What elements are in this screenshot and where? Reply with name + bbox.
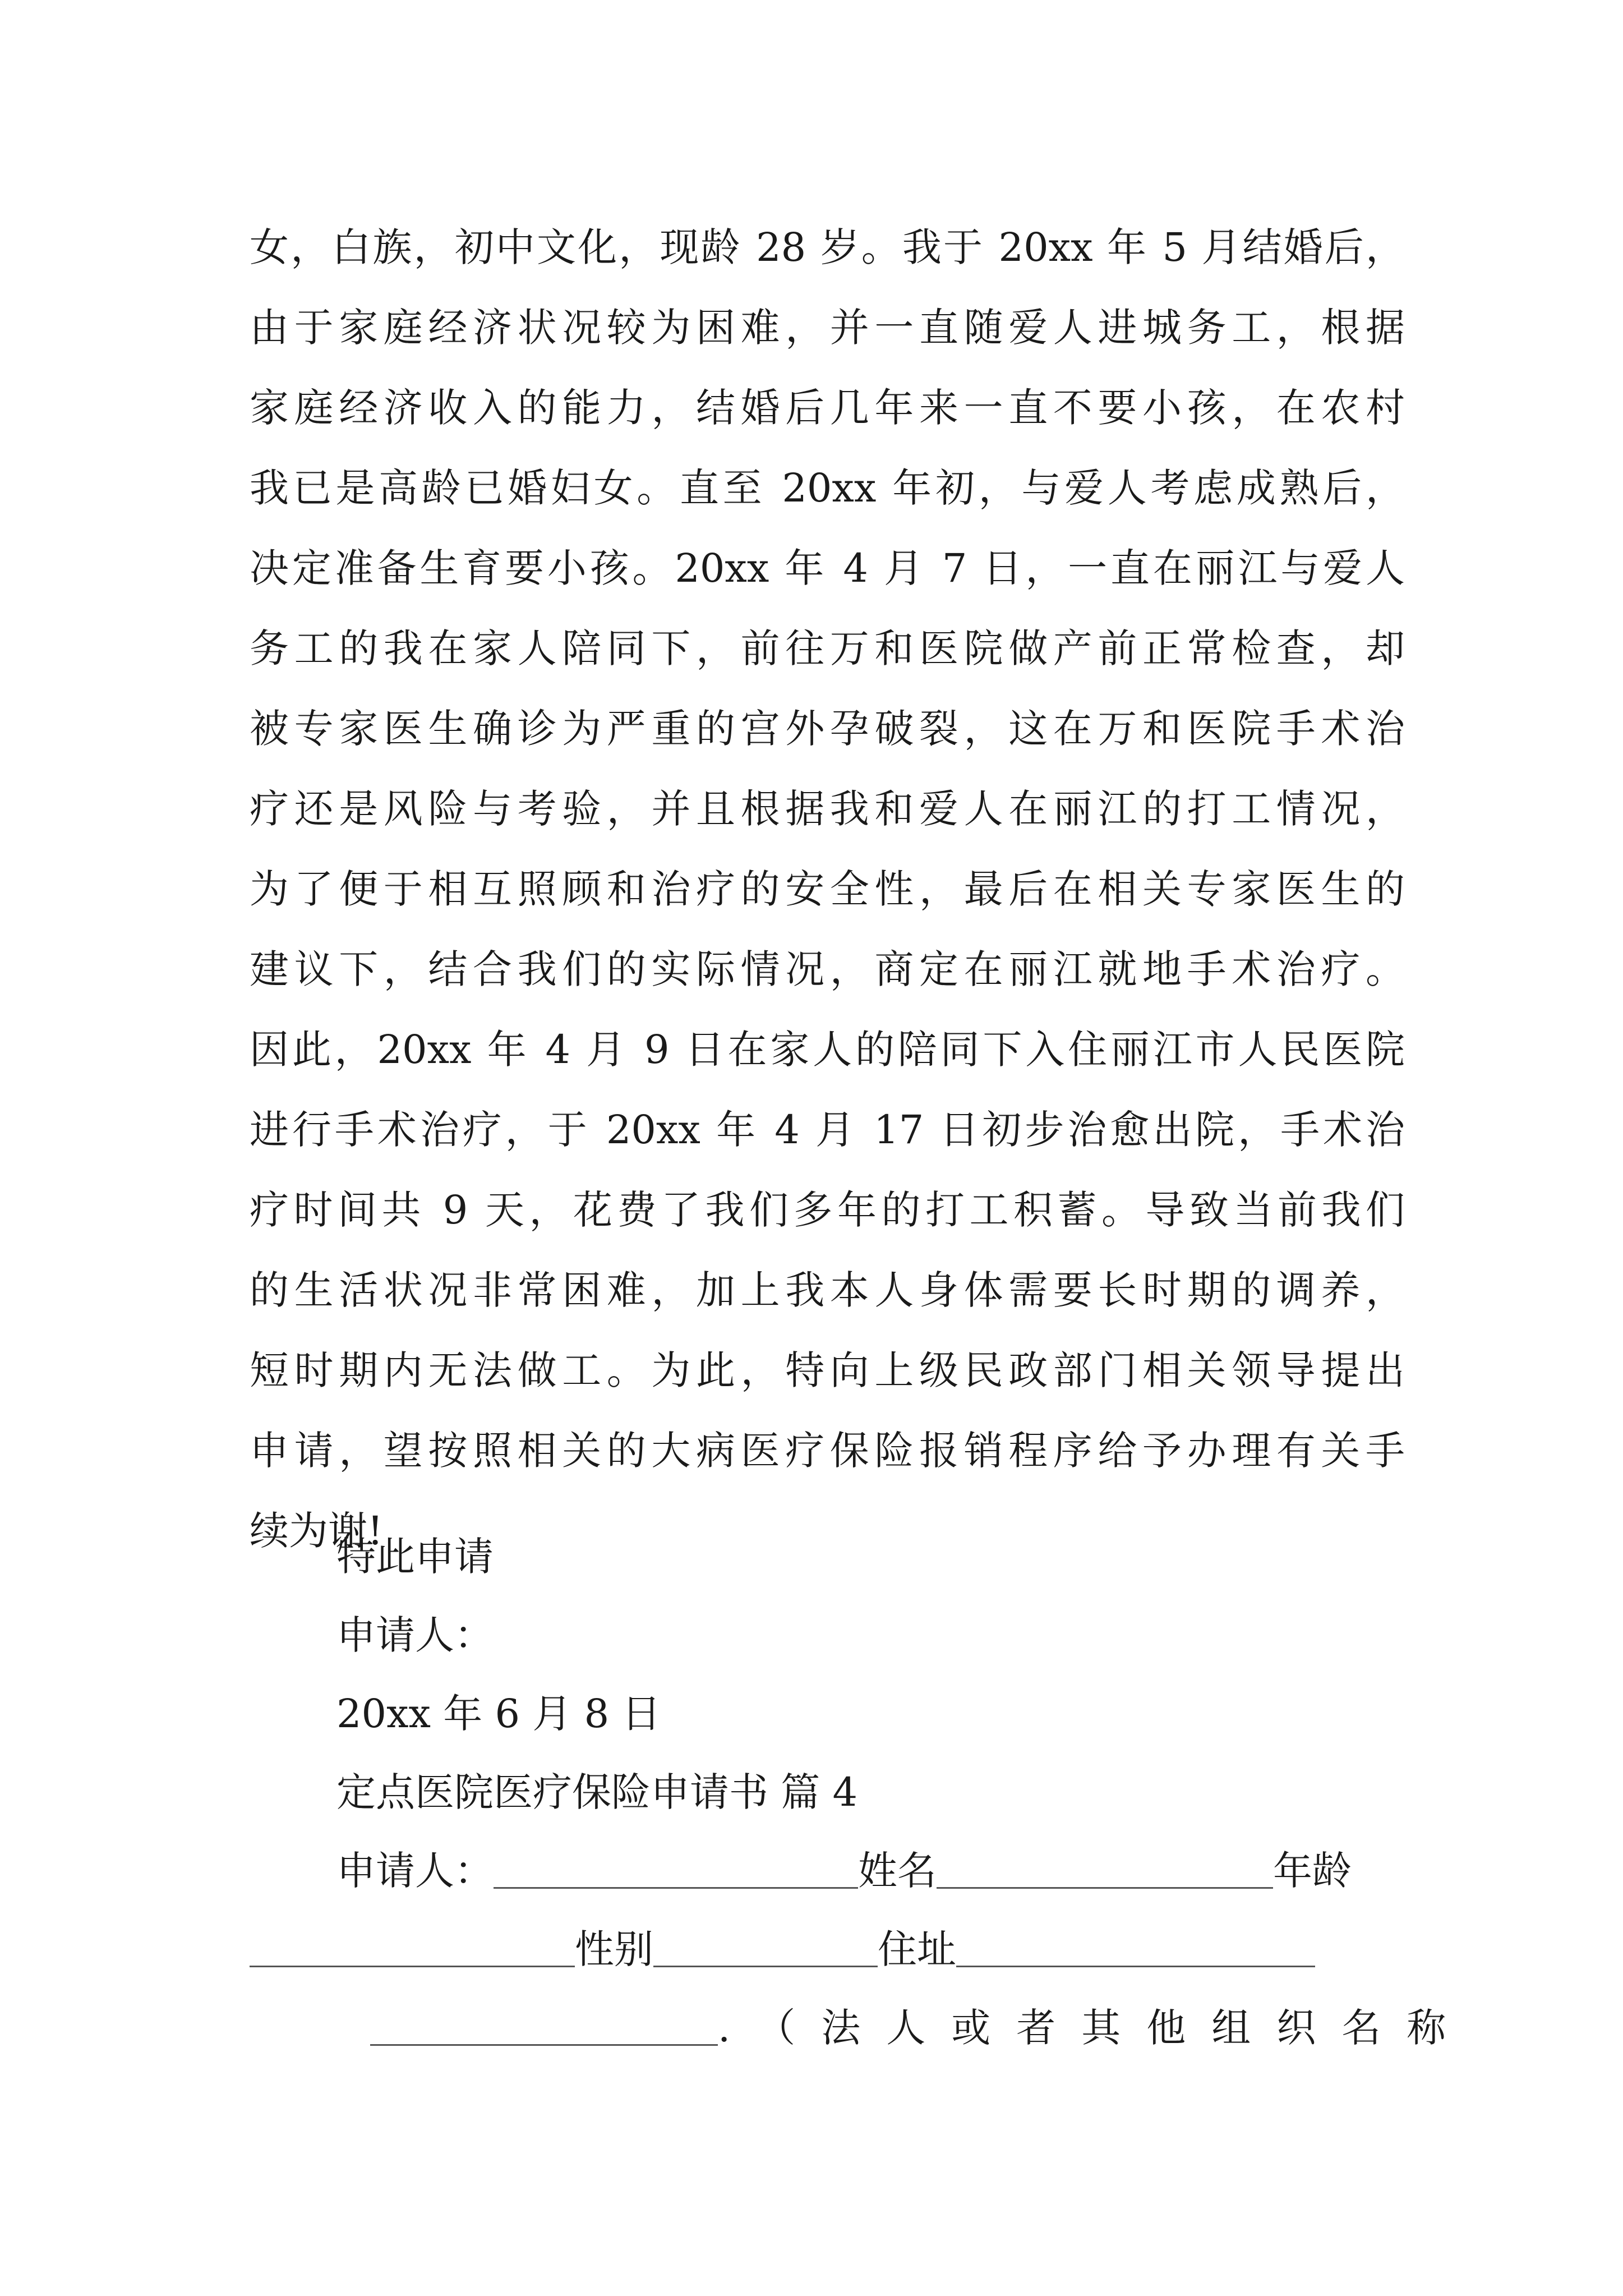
- paragraph-line: 务工的我在家人陪同下，前往万和医院做产前正常检查，却: [250, 625, 1405, 671]
- paragraph-line: 由于家庭经济状况较为困难，并一直随爱人进城务工，根据: [250, 305, 1405, 351]
- paragraph-line: 家庭经济收入的能力，结婚后几年来一直不要小孩，在农村: [250, 385, 1405, 431]
- paragraph-line: 疗还是风险与考验，并且根据我和爱人在丽江的打工情况，: [250, 786, 1405, 832]
- paragraph-line: 因此，20xx 年 4 月 9 日在家人的陪同下入住丽江市人民医院: [250, 1027, 1405, 1073]
- applicant-signature-label: 申请人：: [336, 1612, 494, 1658]
- paragraph-line: 我已是高龄已婚妇女。直至 20xx 年初，与爱人考虑成熟后，: [250, 465, 1405, 511]
- form-row-organization: [370, 1989, 1472, 2067]
- applicant-blank[interactable]: [494, 1842, 858, 1889]
- paragraph-line: 决定准备生育要小孩。20xx 年 4 月 7 日，一直在丽江与爱人: [250, 545, 1405, 591]
- paragraph-line: 疗时间共 9 天，花费了我们多年的打工积蓄。导致当前我们: [250, 1187, 1405, 1233]
- applicant-label: 申请人：: [336, 1848, 494, 1894]
- paragraph-line: 建议下，结合我们的实际情况，商定在丽江就地手术治疗。: [250, 946, 1405, 992]
- form-row-applicant: [336, 1832, 1352, 1910]
- form-row-gender-address: [250, 1910, 1315, 1989]
- closing-statement: 特此申请: [336, 1534, 494, 1580]
- organization-name-label: .（法人或者其他组织名称: [718, 2005, 1472, 2051]
- age-label: 年龄: [1273, 1848, 1352, 1894]
- paragraph-line: 女，白族，初中文化，现龄 28 岁。我于 20xx 年 5 月结婚后，: [250, 224, 1405, 270]
- organization-blank[interactable]: [370, 1999, 718, 2046]
- paragraph-line: 被专家医生确诊为严重的宫外孕破裂，这在万和医院手术治: [250, 706, 1405, 752]
- address-label: 住址: [878, 1926, 956, 1972]
- address-blank[interactable]: [956, 1921, 1315, 1967]
- gender-label: 性别: [575, 1926, 653, 1972]
- application-date: 20xx 年 6 月 8 日: [336, 1691, 661, 1737]
- paragraph-line: 的生活状况非常困难，加上我本人身体需要长时期的调养，: [250, 1267, 1405, 1313]
- age-blank[interactable]: [250, 1921, 575, 1967]
- paragraph-line: 续为谢!: [250, 1508, 384, 1554]
- application-paragraph: [250, 208, 1405, 1571]
- gender-blank[interactable]: [653, 1921, 878, 1967]
- paragraph-line: 进行手术治疗，于 20xx 年 4 月 17 日初步治愈出院，手术治: [250, 1107, 1405, 1153]
- closing-block: [336, 1517, 1458, 1832]
- name-label: 姓名: [858, 1848, 937, 1894]
- paragraph-line: 申请，望按照相关的大病医疗保险报销程序给予办理有关手: [250, 1428, 1405, 1474]
- name-blank[interactable]: [937, 1842, 1273, 1889]
- section-title: 定点医院医疗保险申请书 篇 4: [336, 1769, 858, 1815]
- paragraph-line: 为了便于相互照顾和治疗的安全性，最后在相关专家医生的: [250, 866, 1405, 912]
- paragraph-line: 短时期内无法做工。为此，特向上级民政部门相关领导提出: [250, 1347, 1405, 1393]
